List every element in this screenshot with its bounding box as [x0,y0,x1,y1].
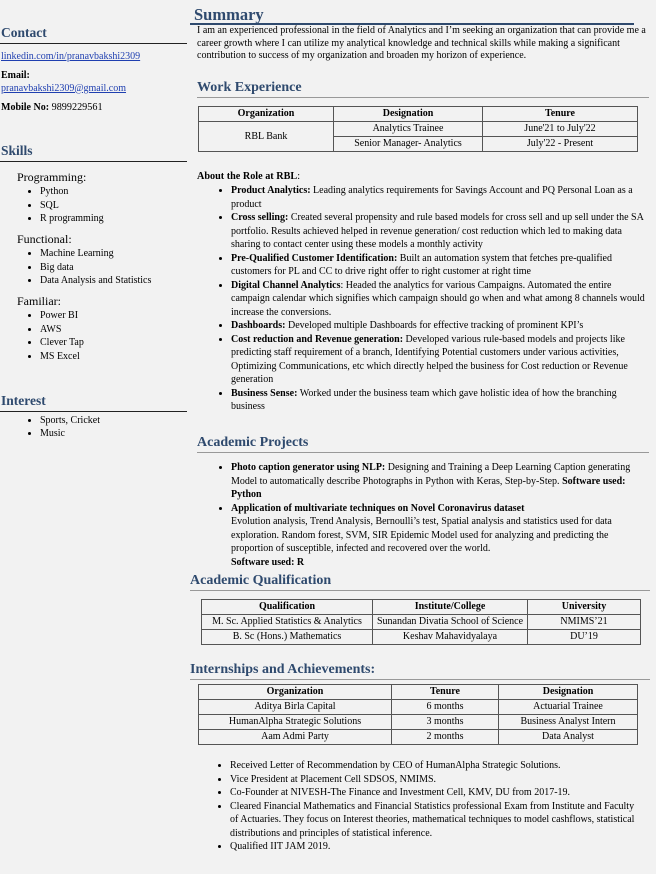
email-label: Email: [1,69,30,81]
bullet-bold: Cost reduction and Revenue generation: [231,333,404,345]
mobile-label: Mobile No: [1,101,50,113]
interest-item: • Music [40,427,187,441]
skill-item: • Python [40,185,187,199]
bullet-text: Worked under the business team which gave holistic idea of how the branching business [231,387,617,413]
about-role-line [197,170,645,183]
interest-item: • Sports, Cricket [40,414,187,428]
achievement-list [190,759,642,854]
work-designation-cell: Senior Manager- Analytics [334,137,483,152]
project-list [197,461,649,569]
skill-item: • Machine Learning [40,247,187,261]
role-bullet [231,387,645,414]
skill-list-familiar [0,309,187,363]
bullet-text: Created several propensity and rule based models for cross sell and up sell under the SA portfolio. Results achieved helped in revenue generation/ cost reduction which led to making data sharing to contact center using these models a monthly activity [231,212,644,251]
qual-cell: NMIMS’21 [528,615,641,630]
work-tenure-cell: July'22 - Present [483,137,638,152]
bullet-text: Developed multiple Dashboards for effective tracking of prominent KPI’s [285,320,584,332]
skill-list-programming [0,185,187,226]
bullet-text: : Headed the analytics for various Campaigns. Automated the entire campaign calendar which signifies which campaign should go when and what among 8 channels would increase the conversions. [231,279,645,318]
qual-cell: B. Sc (Hons.) Mathematics [202,630,373,645]
achievement-item: • Received Letter of Recommendation by CEO of HumanAlpha Strategic Solutions. [230,759,642,773]
bullet-bold: Product Analytics: [231,185,311,197]
achievement-item: • Vice President at Placement Cell SDSOS, NMIMS. [230,773,642,787]
intern-col-header: Organization [199,685,392,700]
project-item [231,502,649,570]
project-title: Application of multivariate techniques on Novel Coronavirus dataset [231,502,525,514]
intern-col-header: Tenure [392,685,499,700]
intern-cell: 3 months [392,715,499,730]
intern-cell: HumanAlpha Strategic Solutions [199,715,392,730]
qual-col-header: University [528,600,641,615]
intern-cell: Actuarial Trainee [499,700,638,715]
project-text: Evolution analysis, Trend Analysis, Bernoulli’s test, Spatial analysis and statistics used for data exploration. Random forest, SVM, SIR Epidemic Model used for analyzing and predicting the proportion of susceptible, infected and recovered over the world. [231,516,612,555]
project-software: Software used: Python [231,475,626,501]
project-text: Designing and Training a Deep Learning Caption generating Model to automatically describe Photographs in Python with Keras, Step-by-Step. [231,462,631,487]
skill-group-title: Familiar: [17,293,61,308]
mobile-number: 9899229561 [51,101,103,113]
skill-item: • SQL [40,199,187,213]
qual-cell: M. Sc. Applied Statistics & Analytics [202,615,373,630]
work-table [198,106,638,152]
achievement-item: • Cleared Financial Mathematics and Financial Statistics professional Exam from Institute and Faculty of Actuaries. They focus on Interest theories, mathematical techniques to model cashflows, statistical distributions and principles of statistical inference. [230,800,642,841]
skill-item: • AWS [40,323,187,337]
achievement-item: • Qualified IIT JAM 2019. [230,840,642,854]
role-bullet [231,319,645,333]
bullet-bold: Digital Channel Analytics [231,279,341,291]
skill-item: • R programming [40,212,187,226]
intern-col-header: Designation [499,685,638,700]
intern-cell: Aam Admi Party [199,730,392,745]
interest-list [0,414,187,441]
summary-heading: Summary [190,6,634,25]
intern-cell: Data Analyst [499,730,638,745]
qual-cell: Sunandan Divatia School of Science [373,615,528,630]
bullet-text: Built an automation system that fetches pre-qualified customers for PL and CC to drive right offer to right customer at right time [231,252,612,278]
skills-heading: Skills [0,142,187,162]
work-col-header: Tenure [483,107,638,122]
work-tenure-cell: June'21 to July'22 [483,122,638,137]
email-link[interactable]: pranavbakshi2309@gmail.com [1,82,127,94]
qual-col-header: Qualification [202,600,373,615]
skill-group-title: Programming: [17,169,87,184]
bullet-bold: Cross selling: [231,212,289,224]
internships-table [198,684,638,745]
work-heading: Work Experience [197,79,649,98]
bullet-bold: Pre-Qualified Customer Identification: [231,252,398,264]
qualification-heading: Academic Qualification [190,572,650,591]
achievement-item: • Co-Founder at NIVESH-The Finance and Investment Cell, KMV, DU from 2017-19. [230,786,642,800]
intern-cell: Business Analyst Intern [499,715,638,730]
projects-heading: Academic Projects [197,434,649,453]
internships-heading: Internships and Achievements: [190,661,650,680]
summary-text: I am an experienced professional in the field of Analytics and I’m seeking an organization that can provide me a career growth where I can utilize my analytical knowledge and technical skills while making a significant contribution to success of my organization and broaden my horizon of experience. [197,25,646,61]
bullet-bold: Dashboards: [231,320,286,332]
work-col-header: Designation [334,107,483,122]
project-software: Software used: R [231,556,305,568]
contact-heading: Contact [0,24,187,44]
skill-item: • Clever Tap [40,336,187,350]
intern-cell: 6 months [392,700,499,715]
intern-cell: 2 months [392,730,499,745]
skill-item: • MS Excel [40,350,187,364]
mobile-line [1,101,187,114]
qualification-table [201,599,641,645]
qual-col-header: Institute/College [373,600,528,615]
project-item [231,461,649,502]
bullet-text: Leading analytics requirements for Savings Account and PQ Personal Loan as a product [231,185,633,210]
role-bullet [231,279,645,320]
role-bullet [231,333,645,387]
about-role-colon: : [297,171,301,182]
skill-group-title: Functional: [17,231,72,246]
qual-cell: DU’19 [528,630,641,645]
work-designation-cell: Analytics Trainee [334,122,483,137]
intern-cell: Aditya Birla Capital [199,700,392,715]
skill-item: • Big data [40,261,187,275]
skill-item: • Power BI [40,309,187,323]
role-bullet [231,184,645,211]
about-role-label: About the Role at RBL [197,171,298,182]
skill-item: • Data Analysis and Statistics [40,274,187,288]
work-org-cell: RBL Bank [199,122,334,152]
role-bullets [197,184,645,414]
qual-cell: Keshav Mahavidyalaya [373,630,528,645]
bullet-bold: Business Sense: [231,387,298,399]
bullet-text: Developed various rule-based models and projects like predicting staff requirement of a branch, Identifying Potential customers under various activities, Optimizing Communications, etc which directly helped the business for Cost reduction or Revenue generation [231,333,628,386]
project-title: Photo caption generator using NLP: [231,462,386,474]
linkedin-link[interactable]: linkedin.com/in/pranavbakshi2309 [1,50,141,62]
interest-heading: Interest [0,392,187,412]
skill-list-functional [0,247,187,288]
role-bullet [231,252,645,279]
work-col-header: Organization [199,107,334,122]
role-bullet [231,211,645,252]
